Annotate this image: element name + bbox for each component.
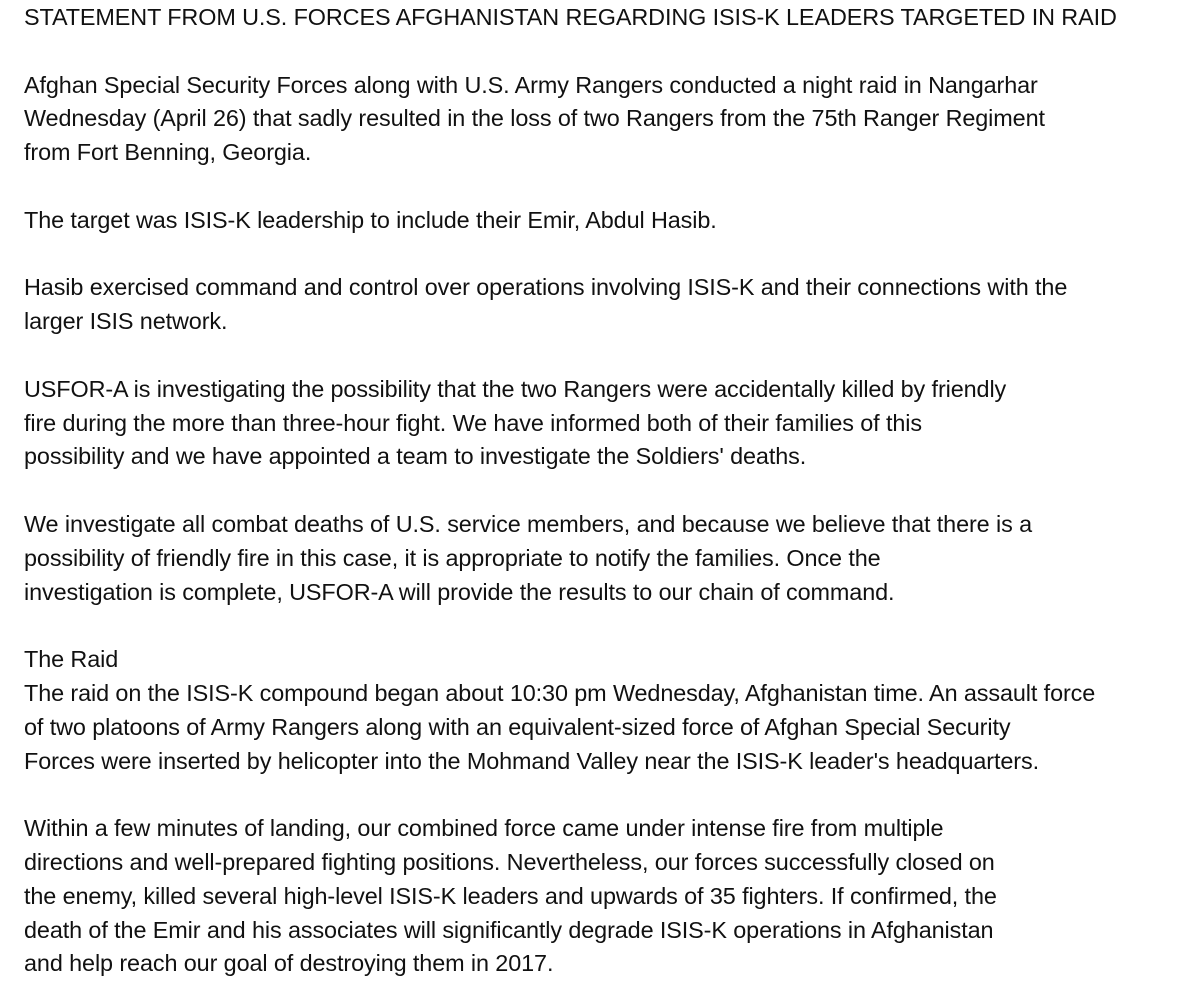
text-line: Forces were inserted by helicopter into the Mohmand Valley near the ISIS-K leader's headquarters. [24,747,1039,774]
paragraph-investigation [24,373,1190,474]
text-line: death of the Emir and his associates will significantly degrade ISIS-K operations in Afghanistan [24,916,994,943]
statement-title: STATEMENT FROM U.S. FORCES AFGHANISTAN REGARDING ISIS-K LEADERS TARGETED IN RAID [24,4,1117,30]
paragraph-gap [24,339,1190,373]
paragraph-raid-outcome [24,812,1190,981]
text-line: directions and well-prepared fighting positions. Nevertheless, our forces successfully closed on [24,848,995,875]
text-line: Hasib exercised command and control over operations involving ISIS-K and their connections with the [24,274,1068,301]
text-line: investigation is complete, USFOR-A will provide the results to our chain of command. [24,578,895,605]
paragraph-gap [24,238,1190,272]
text-line: fire during the more than three-hour fight. We have informed both of their families of this [24,409,922,436]
text-line: larger ISIS network. [24,308,228,335]
section-heading-raid: The Raid [24,646,119,673]
text-line: The raid on the ISIS-K compound began about 10:30 pm Wednesday, Afghanistan time. An assault force [24,679,1096,706]
text-line: The target was ISIS-K leadership to include their Emir, Abdul Hasib. [24,206,717,233]
paragraph-hasib [24,271,1190,339]
text-line: possibility and we have appointed a team to investigate the Soldiers' deaths. [24,443,807,470]
text-line: the enemy, killed several high-level ISIS-K leaders and upwards of 35 fighters. If confirmed, the [24,882,997,909]
text-line: possibility of friendly fire in this case, it is appropriate to notify the families. Once the [24,544,881,571]
paragraph-gap [24,170,1190,204]
text-line: of two platoons of Army Rangers along with an equivalent-sized force of Afghan Special Security [24,713,1011,740]
statement-document [24,0,1190,981]
paragraph-target [24,204,1190,238]
paragraph-gap [24,474,1190,508]
paragraph-combat-deaths [24,508,1190,609]
paragraph-gap [24,35,1190,69]
paragraph-raid-start [24,677,1190,778]
paragraph-intro [24,69,1190,170]
paragraph-gap [24,609,1190,643]
text-line: and help reach our goal of destroying them in 2017. [24,950,554,977]
text-line: We investigate all combat deaths of U.S. service members, and because we believe that there is a [24,510,1032,537]
text-line: Wednesday (April 26) that sadly resulted in the loss of two Rangers from the 75th Ranger Regiment [24,105,1045,132]
paragraph-gap [24,778,1190,812]
text-line: USFOR-A is investigating the possibility that the two Rangers were accidentally killed by friendly [24,375,1007,402]
text-line: Within a few minutes of landing, our combined force came under intense fire from multiple [24,815,944,842]
text-line: Afghan Special Security Forces along with U.S. Army Rangers conducted a night raid in Nangarhar [24,71,1038,98]
text-line: from Fort Benning, Georgia. [24,139,312,166]
